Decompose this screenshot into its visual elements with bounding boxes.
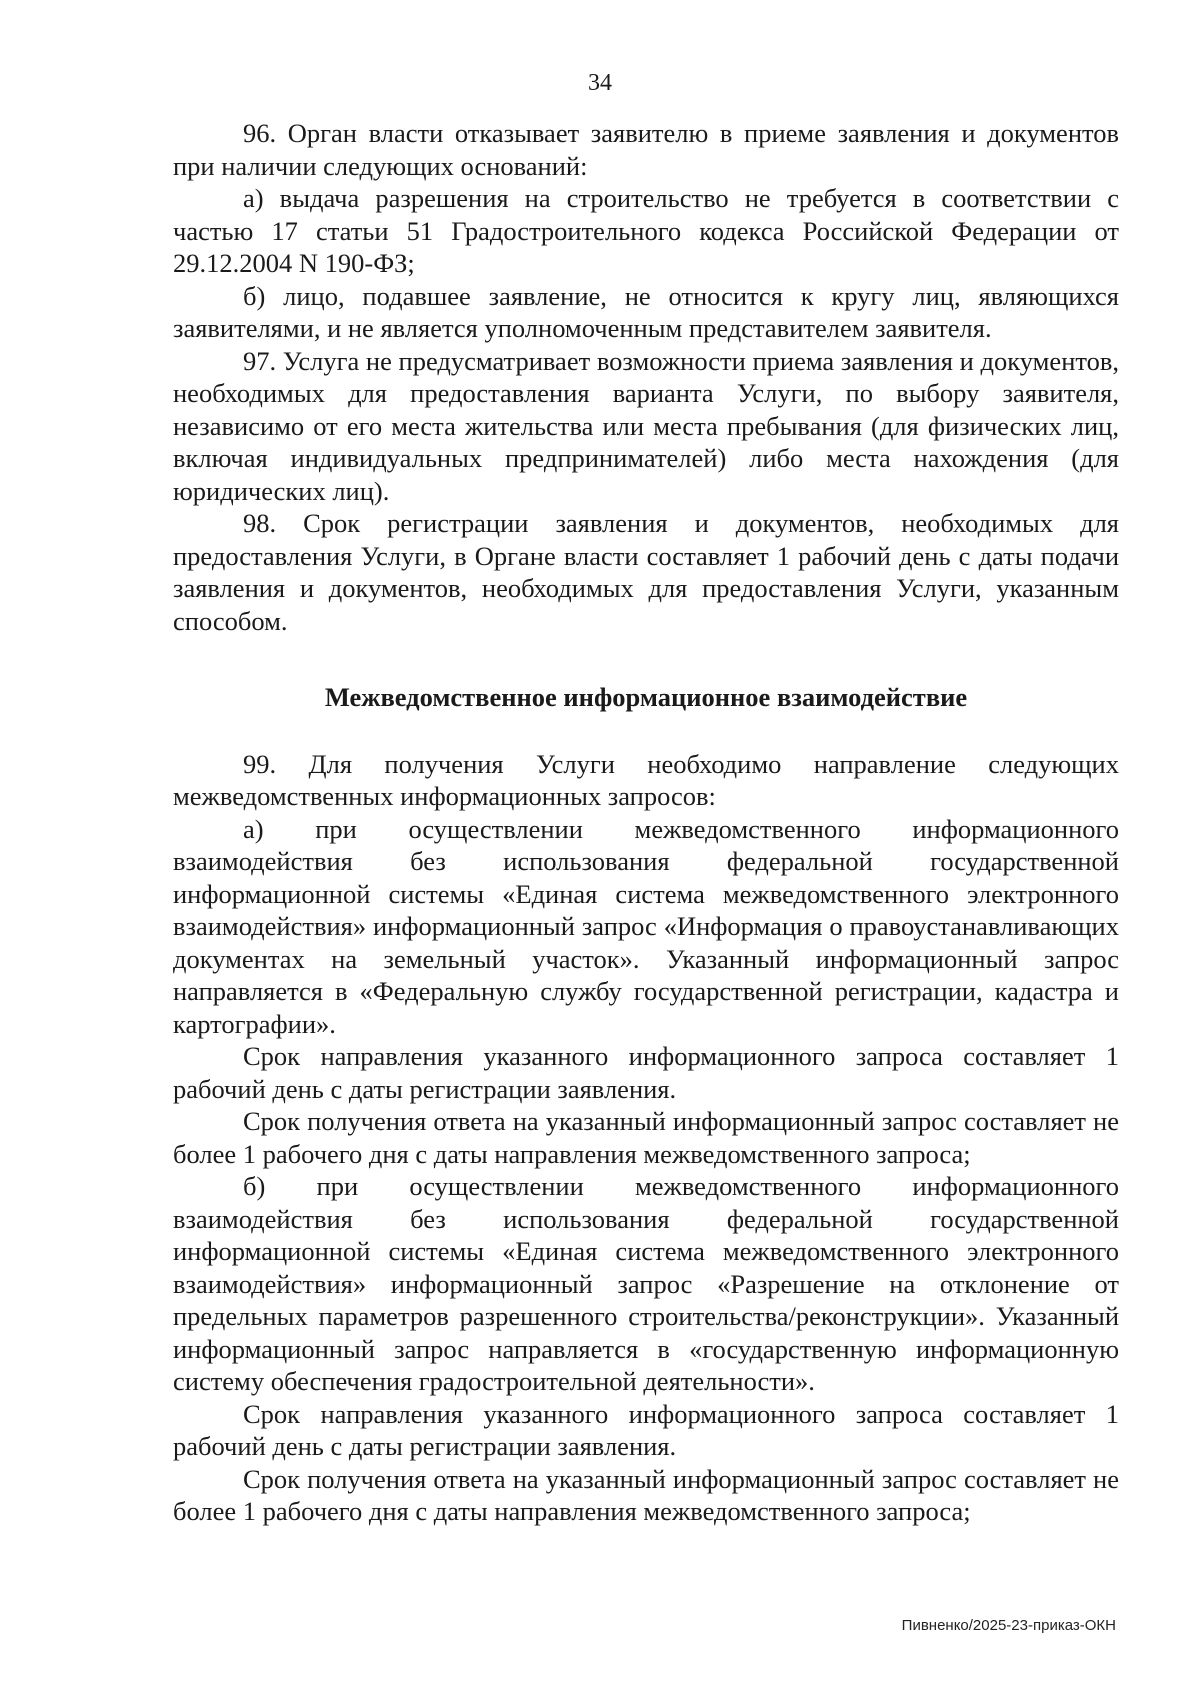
document-body [173,117,1119,1528]
paragraph-99-a-deadline-send: Срок направления указанного информационного запроса составляет 1 рабочий день с даты регистрации заявления. [173,1041,1119,1104]
paragraph-98: 98. Срок регистрации заявления и документов, необходимых для предоставления Услуги, в Органе власти составляет 1 рабочий день с даты подачи заявления и документов, необходимых для предоставления Услуги, указанным способом. [173,508,1119,636]
paragraph-96: 96. Орган власти отказывает заявителю в приеме заявления и документов при наличии следующих оснований: [173,118,1119,181]
paragraph-99-b-deadline-send: Срок направления указанного информационного запроса составляет 1 рабочий день с даты регистрации заявления. [173,1398,1119,1461]
paragraph-96-a: а) выдача разрешения на строительство не требуется в соответствии с частью 17 статьи 51 Градостроительного кодекса Российской Федерации от 29.12.2004 N 190-ФЗ; [173,183,1119,278]
paragraph-96-b: б) лицо, подавшее заявление, не относится к кругу лиц, являющихся заявителями, и не является уполномоченным представителем заявителя. [173,280,1119,343]
paragraph-97: 97. Услуга не предусматривает возможности приема заявления и документов, необходимых для предоставления варианта Услуги, по выбору заявителя, независимо от его места жительства или места пребывания (для физических лиц, включая индивидуальных предпринимателей) либо места нахождения (для юридических лиц). [173,345,1119,506]
paragraph-99-b-deadline-response: Срок получения ответа на указанный информационный запрос составляет не более 1 рабочего дня с даты направления межведомственного запроса; [173,1463,1119,1526]
section-heading: Межведомственное информационное взаимодействие [324,682,968,712]
page-number: 34 [588,70,612,96]
paragraph-99: 99. Для получения Услуги необходимо направление следующих межведомственных информационных запросов: [173,748,1119,811]
paragraph-99-a-deadline-response: Срок получения ответа на указанный информационный запрос составляет не более 1 рабочего дня с даты направления межведомственного запроса; [173,1106,1119,1169]
document-footer-code: Пивненко/2025-23-приказ-ОКН [901,1617,1116,1634]
paragraph-99-b: б) при осуществлении межведомственного информационного взаимодействия без использования федеральной государственной информационной системы «Единая система межведомственного электронного взаимодействия» информационный запрос «Разрешение на отклонение от предельных параметров разрешенного строительства/реконструкции». Указанный информационный запрос направляется в «государственную информационную систему обеспечения градостроительной деятельности». [173,1171,1119,1396]
paragraph-99-a: а) при осуществлении межведомственного информационного взаимодействия без использования федеральной государственной информационной системы «Единая система межведомственного электронного взаимодействия» информационный запрос «Информация о правоустанавливающих документах на земельный участок». Указанный информационный запрос направляется в «Федеральную службу государственной регистрации, кадастра и картографии». [173,813,1119,1039]
